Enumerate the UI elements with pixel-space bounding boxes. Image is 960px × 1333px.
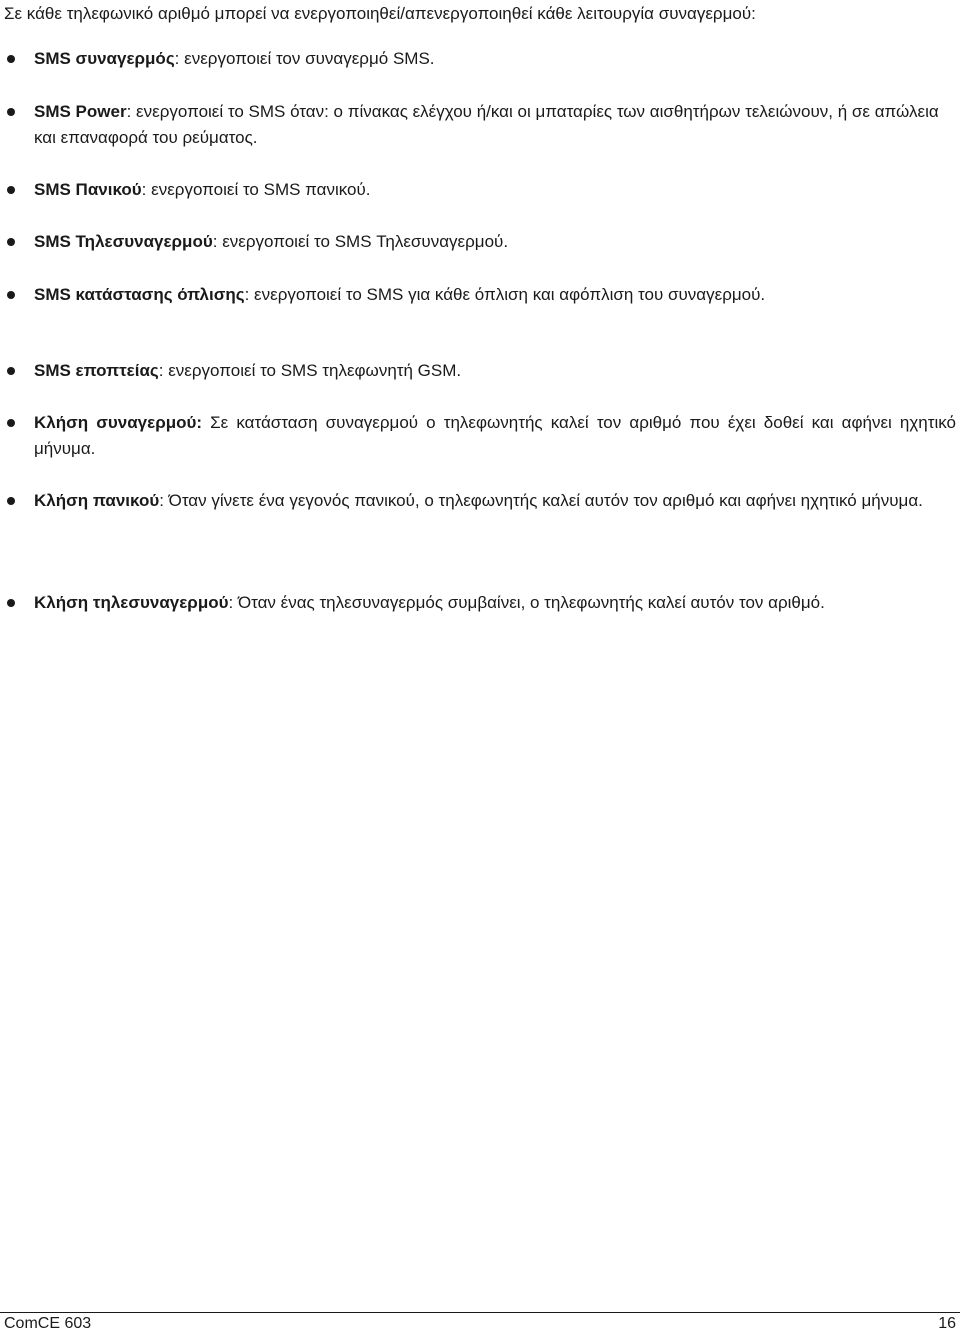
bullet-icon (7, 55, 15, 63)
item-term: Κλήση πανικού (34, 491, 160, 510)
footer-product-name: ComCE 603 (4, 1315, 92, 1332)
item-term: SMS συναγερμός (34, 49, 175, 68)
list-item (34, 358, 956, 384)
bullet-icon (7, 238, 15, 246)
list-item (34, 229, 956, 255)
bullet-icon (7, 367, 15, 375)
item-text: Σε κατάσταση συναγερμού ο τηλεφωνητής καλεί τον αριθμό που έχει δοθεί και αφήνει ηχητικό μήνυμα. (34, 413, 956, 458)
list-item (34, 282, 956, 308)
item-term: SMS Τηλεσυναγερμού (34, 232, 213, 251)
item-term: SMS Πανικού (34, 180, 142, 199)
item-text: : ενεργοποιεί το SMS Τηλεσυναγερμού. (212, 232, 509, 251)
footer-divider (0, 1312, 960, 1313)
item-text: : Όταν ένας τηλεσυναγερμός συμβαίνει, ο τηλεφωνητής καλεί αυτόν τον αριθμό. (228, 593, 825, 612)
item-term: Κλήση συναγερμού: (34, 413, 203, 432)
bullet-icon (7, 186, 15, 194)
list-item (34, 99, 956, 151)
item-term: SMS εποπτείας (34, 361, 159, 380)
item-text: : ενεργοποιεί το SMS για κάθε όπλιση και αφόπλιση του συναγερμού. (244, 285, 766, 304)
page-number: 16 (938, 1315, 956, 1332)
item-text: : ενεργοποιεί το SMS πανικού. (141, 180, 371, 199)
item-text: : ενεργοποιεί το SMS τηλεφωνητή GSM. (158, 361, 462, 380)
list-item (34, 46, 956, 72)
item-text: : Όταν γίνετε ένα γεγονός πανικού, ο τηλεφωνητής καλεί αυτόν τον αριθμό και αφήνει ηχητικό μήνυμα. (159, 491, 923, 510)
list-item (34, 410, 956, 462)
bullet-icon (7, 291, 15, 299)
intro-paragraph: Σε κάθε τηλεφωνικό αριθμό μπορεί να ενεργοποιηθεί/απενεργοποιηθεί κάθε λειτουργία συναγερμού: (4, 4, 756, 23)
bullet-icon (7, 108, 15, 116)
list-item (34, 177, 956, 203)
item-term: SMS κατάστασης όπλισης (34, 285, 245, 304)
bullet-icon (7, 419, 15, 427)
item-text: : ενεργοποιεί τον συναγερμό SMS. (174, 49, 435, 68)
item-term: Κλήση τηλεσυναγερμού (34, 593, 229, 612)
list-item (34, 590, 956, 616)
list-item (34, 488, 956, 514)
bullet-icon (7, 599, 15, 607)
bullet-icon (7, 497, 15, 505)
item-term: SMS Power (34, 102, 127, 121)
item-text: : ενεργοποιεί το SMS όταν: ο πίνακας ελέγχου ή/και οι μπαταρίες των αισθητήρων τελειώνουν, ή σε απώλεια και επαναφορά του ρεύματος. (34, 102, 939, 147)
